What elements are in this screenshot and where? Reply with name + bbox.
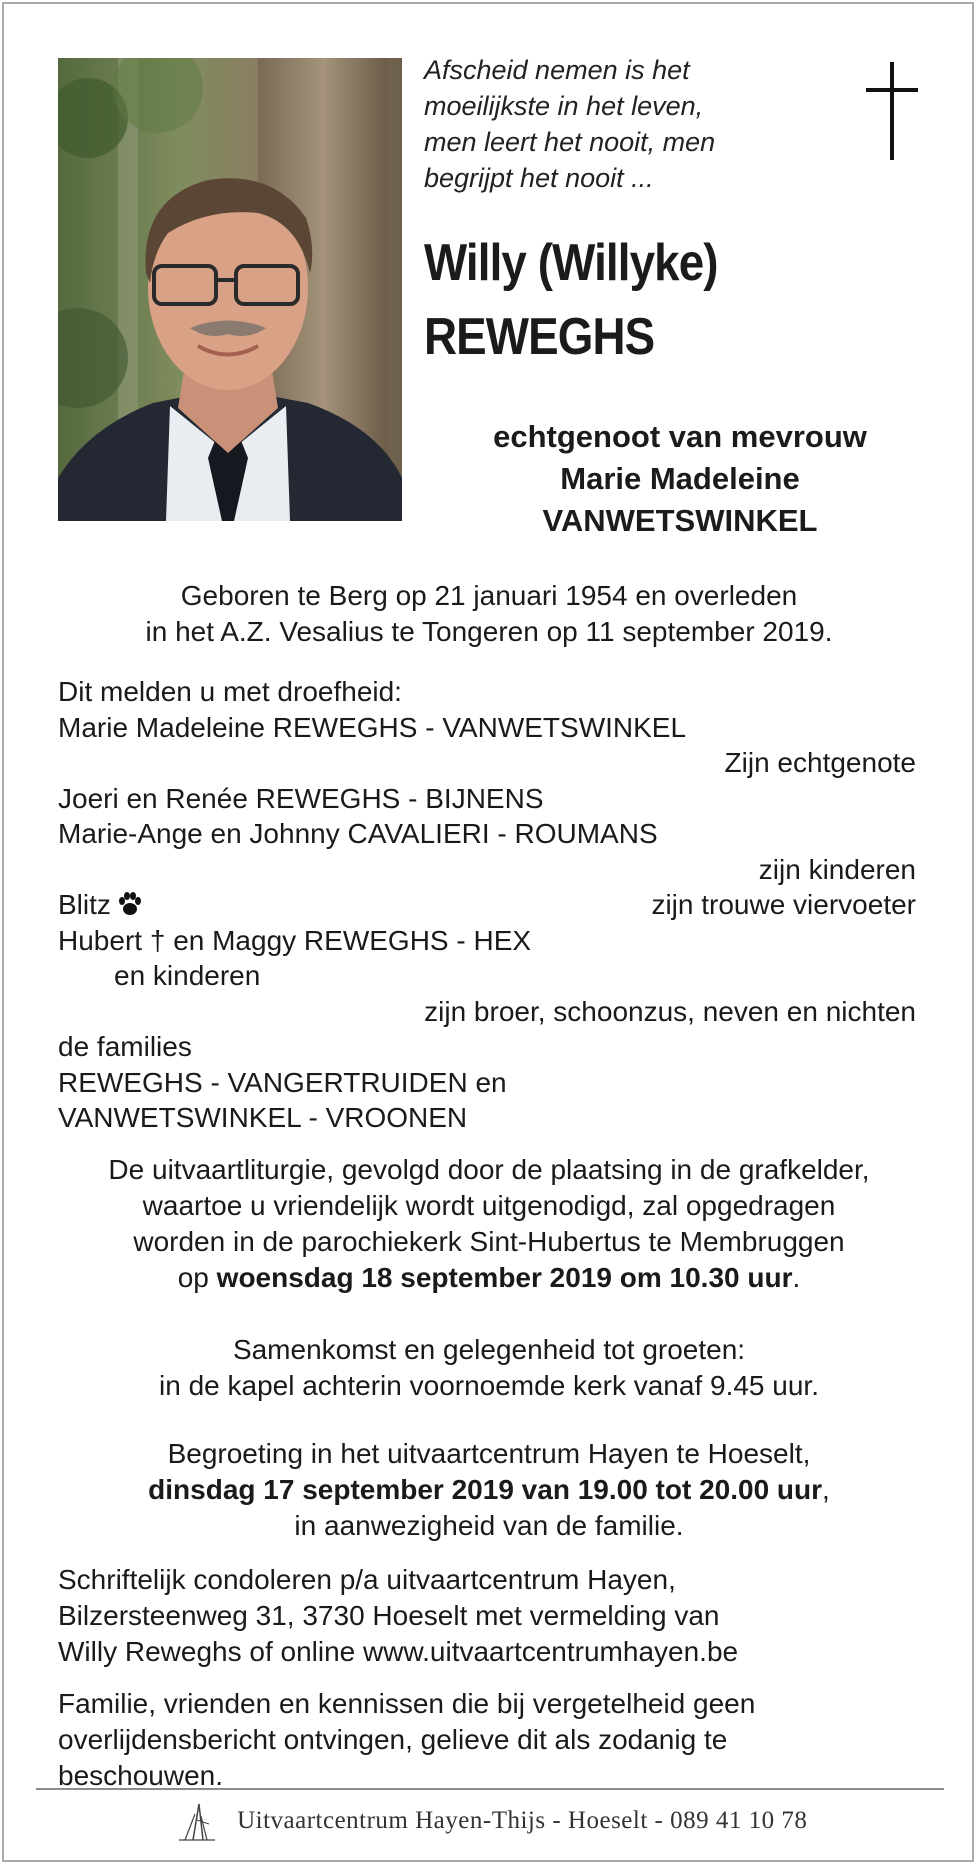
family-row — [58, 710, 916, 746]
family-intro — [58, 674, 916, 710]
family-row — [58, 816, 916, 852]
farewell-quote — [424, 52, 824, 196]
family-row — [58, 1100, 916, 1136]
liturgy-date-suffix: . — [792, 1262, 801, 1293]
brother-name: Hubert — [58, 924, 143, 956]
gathering-line-1: Samenkomst en gelegenheid tot groeten: — [232, 1334, 746, 1365]
families-intro: de families — [58, 1031, 192, 1062]
deceased-name — [424, 226, 846, 374]
greeting-date: dinsdag 17 september 2019 van 19.00 tot 20.00 uur — [148, 1474, 823, 1505]
liturgy-date: woensdag 18 september 2019 om 10.30 uur — [216, 1262, 793, 1293]
spouse-line-2: Marie Madeleine — [560, 461, 800, 496]
footer-divider — [36, 1788, 944, 1790]
family-row — [58, 1029, 916, 1065]
greeting-line-2 — [58, 1472, 920, 1508]
family-list — [58, 674, 916, 1136]
greeting-line-3: in aanwezigheid van de familie. — [294, 1510, 684, 1541]
spouse-name: Marie Madeleine REWEGHS - VANWETSWINKEL — [58, 711, 687, 743]
brother-children: en kinderen — [114, 960, 261, 991]
families-name: REWEGHS - VANGERTRUIDEN en — [58, 1066, 507, 1098]
spouse-line-3: VANWETSWINKEL — [542, 503, 818, 538]
family-row — [58, 958, 916, 994]
spouse-block — [420, 416, 940, 542]
family-row — [58, 1065, 916, 1101]
families-name: VANWETSWINKEL - VROONEN — [58, 1102, 468, 1133]
condole-line-2: Bilzersteenweg 31, 3730 Hoeselt met vermelding van — [58, 1600, 720, 1631]
family-row — [58, 781, 916, 817]
quote-line: Afscheid nemen is het — [424, 55, 690, 85]
footer-text: Uitvaartcentrum Hayen-Thijs - Hoeselt - 089 41 10 78 — [237, 1807, 808, 1834]
children-role: zijn kinderen — [758, 853, 916, 885]
family-row — [58, 852, 916, 888]
family-row — [58, 923, 916, 959]
funeral-home-logo-icon — [173, 1800, 221, 1842]
cross-icon — [866, 62, 918, 160]
note-line-2: overlijdensbericht ontvingen, gelieve dit als zodanig te — [58, 1724, 728, 1755]
footer — [36, 1800, 944, 1846]
funeral-liturgy — [58, 1152, 920, 1296]
deceased-cross-mark: † — [149, 924, 166, 956]
quote-line: moeilijkste in het leven, — [424, 91, 704, 121]
portrait-photo — [58, 58, 402, 521]
note-line-3: beschouwen. — [58, 1760, 224, 1791]
paw-icon — [117, 891, 143, 917]
greeting-info — [58, 1436, 920, 1544]
child-name: Joeri en Renée REWEGHS - BIJNENS — [58, 782, 544, 814]
greeting-date-suffix: , — [822, 1474, 830, 1505]
brother-role: zijn broer, schoonzus, neven en nichten — [424, 995, 916, 1027]
spouse-role: Zijn echtgenote — [724, 747, 916, 778]
condole-line-3: Willy Reweghs of online www.uitvaartcentrumhayen.be — [58, 1636, 739, 1667]
notice-note — [58, 1686, 920, 1794]
pet-role: zijn trouwe viervoeter — [651, 889, 916, 920]
condolence-info — [58, 1562, 920, 1670]
liturgy-date-prefix: op — [177, 1262, 217, 1293]
liturgy-line-2: waartoe u vriendelijk wordt uitgenodigd, zal opgedragen — [142, 1190, 836, 1221]
liturgy-line-3: worden in de parochiekerk Sint-Hubertus te Membruggen — [133, 1226, 845, 1257]
brother-partner: en Maggy REWEGHS - HEX — [173, 924, 532, 956]
greeting-line-1: Begroeting in het uitvaartcentrum Hayen te Hoeselt, — [167, 1438, 811, 1469]
spouse-line-1: echtgenoot van mevrouw — [493, 419, 867, 454]
birth-death-info — [58, 578, 920, 650]
family-row — [58, 887, 916, 923]
child-name: Marie-Ange en Johnny CAVALIERI - ROUMANS — [58, 818, 658, 849]
name-line-2: REWEGHS — [424, 308, 655, 366]
quote-line: men leert het nooit, men — [424, 127, 716, 157]
born-line-2: in het A.Z. Vesalius te Tongeren op 11 september 2019. — [145, 616, 833, 647]
name-line-1: Willy (Willyke) — [424, 234, 718, 292]
pet-name: Blitz — [58, 889, 111, 920]
born-line-1: Geboren te Berg op 21 januari 1954 en overleden — [180, 580, 798, 611]
family-row — [58, 994, 916, 1030]
note-line-1: Familie, vrienden en kennissen die bij vergetelheid geen — [58, 1688, 756, 1719]
liturgy-line-4 — [58, 1260, 920, 1296]
gathering-info — [58, 1332, 920, 1404]
family-intro-text: Dit melden u met droefheid: — [58, 676, 402, 707]
family-row — [58, 745, 916, 781]
quote-line: begrijpt het nooit ... — [424, 163, 654, 193]
condole-line-1: Schriftelijk condoleren p/a uitvaartcentrum Hayen, — [58, 1564, 676, 1595]
gathering-line-2: in de kapel achterin voornoemde kerk vanaf 9.45 uur. — [159, 1370, 819, 1401]
liturgy-line-1: De uitvaartliturgie, gevolgd door de plaatsing in de grafkelder, — [108, 1154, 870, 1185]
